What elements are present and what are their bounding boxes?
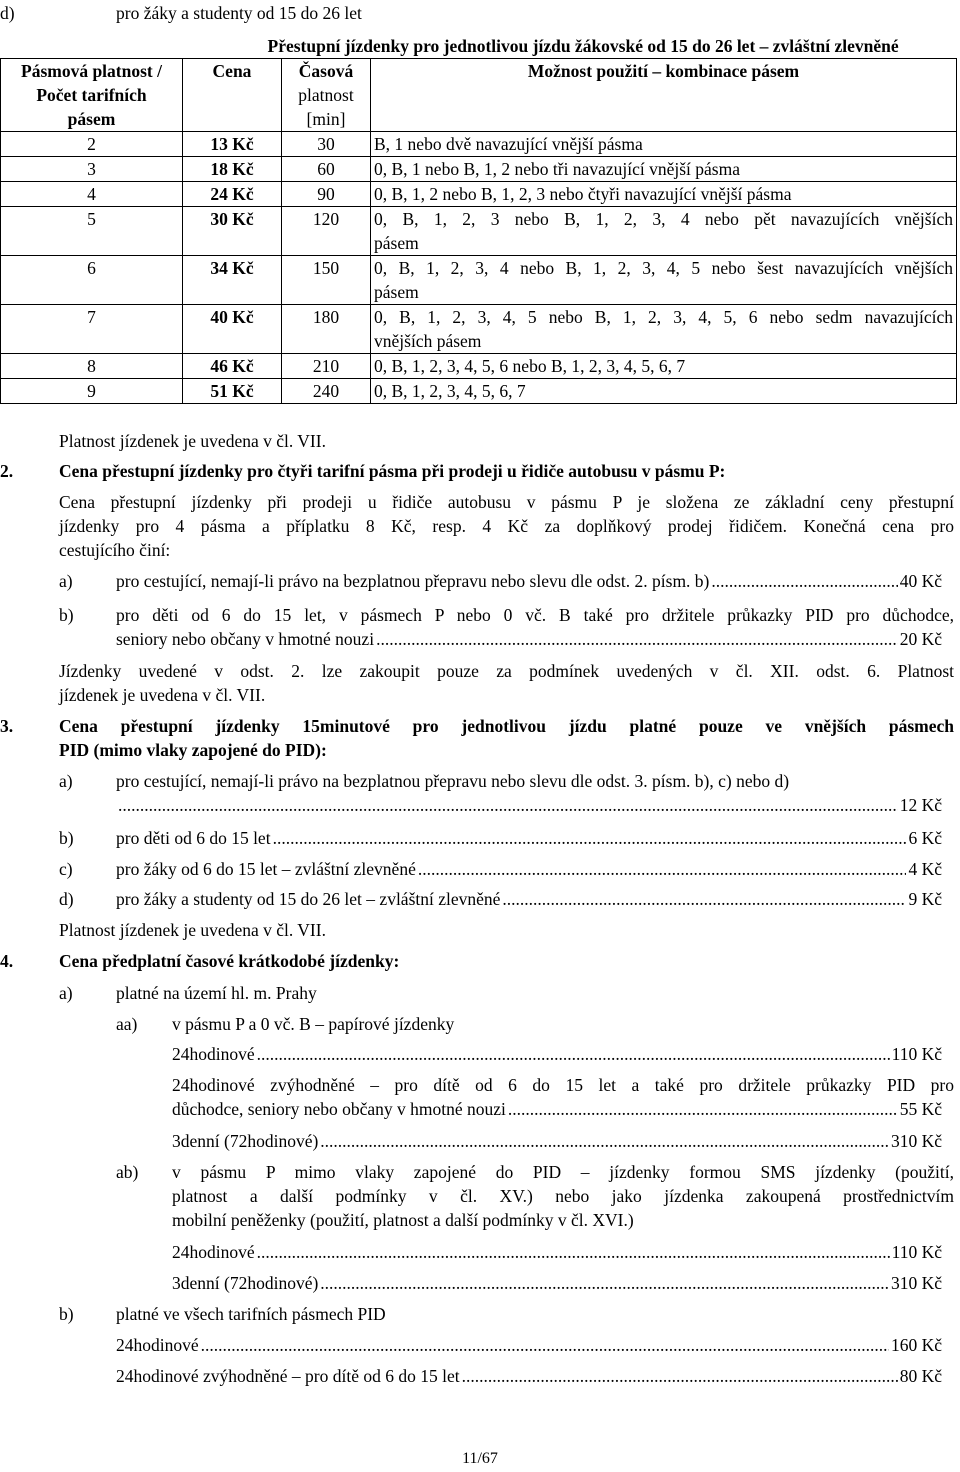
table-row bbox=[1, 379, 957, 404]
cell-price: 46 Kč bbox=[183, 354, 282, 379]
page-number: 11/67 bbox=[462, 1450, 498, 1467]
list-marker: a) bbox=[59, 983, 73, 1003]
list-marker: ab) bbox=[116, 1162, 139, 1182]
cell-minutes: 150 bbox=[282, 256, 371, 305]
cell-minutes: 210 bbox=[282, 354, 371, 379]
paragraph-line: jízdenky pro 4 pásma a příplatku 8 Kč, resp. 4 Kč za doplňkový prodej řidičem. Konečná cena pro bbox=[59, 516, 954, 536]
leader-dots bbox=[418, 858, 907, 880]
list-marker: d) bbox=[59, 889, 74, 909]
table-title-row bbox=[1, 34, 957, 59]
list-marker: b) bbox=[59, 1304, 74, 1324]
list-item-text: platné na území hl. m. Prahy bbox=[116, 983, 317, 1003]
header-validity bbox=[282, 59, 371, 132]
section-heading: PID (mimo vlaky zapojené do PID): bbox=[59, 740, 327, 760]
cell-usage-line: 0, B, 1, 2, 3, 4, 5 nebo B, 1, 2, 3, 4, 5, 6 nebo sedm navazujících bbox=[374, 307, 953, 327]
cell-usage bbox=[371, 256, 957, 305]
paragraph-line: jízdenek je uvedena v čl. VII. bbox=[59, 685, 266, 705]
price-value: 310 Kč bbox=[890, 1131, 942, 1151]
leader-dots bbox=[462, 1365, 898, 1387]
price-row-label: pro žáky od 6 do 15 let – zvláštní zlevněné bbox=[116, 859, 416, 879]
table-note: Platnost jízdenek je uvedena v čl. VII. bbox=[59, 431, 326, 451]
list-marker: a) bbox=[59, 571, 73, 591]
price-row-label: 3denní (72hodinové) bbox=[172, 1273, 319, 1293]
cell-zones: 4 bbox=[1, 182, 183, 207]
header-validity-line: platnost bbox=[298, 85, 354, 105]
price-row-label: 24hodinové bbox=[172, 1044, 255, 1064]
leader-dots bbox=[508, 1098, 898, 1120]
list-item-text: 24hodinové zvýhodněné – pro dítě od 6 do 15 let a také pro držitele průkazky PID pro bbox=[172, 1075, 954, 1095]
list-item-text: pro žáky a studenty od 15 do 26 let bbox=[116, 3, 362, 23]
header-validity-line: Časová bbox=[298, 61, 354, 81]
header-zones-line: Pásmová platnost / bbox=[21, 61, 162, 81]
price-value: 160 Kč bbox=[890, 1335, 942, 1355]
list-marker: b) bbox=[59, 605, 74, 625]
cell-usage-line: 0, B, 1, 2, 3, 4, 5, 6, 7 bbox=[374, 381, 526, 401]
fare-rows bbox=[1, 132, 957, 404]
leader-dots bbox=[320, 1130, 889, 1152]
leader-dots bbox=[257, 1241, 890, 1263]
cell-minutes: 180 bbox=[282, 305, 371, 354]
cell-usage bbox=[371, 132, 957, 157]
price-value: 12 Kč bbox=[899, 795, 942, 815]
price-value: 4 Kč bbox=[908, 859, 942, 879]
cell-minutes: 30 bbox=[282, 132, 371, 157]
paragraph-line: Platnost jízdenek je uvedena v čl. VII. bbox=[59, 920, 326, 940]
table-row bbox=[1, 354, 957, 379]
header-usage-text: Možnost použití – kombinace pásem bbox=[527, 61, 800, 81]
price-row-label: 24hodinové zvýhodněné – pro dítě od 6 do 15 let bbox=[116, 1366, 460, 1386]
cell-usage bbox=[371, 157, 957, 182]
price-value: 9 Kč bbox=[908, 889, 942, 909]
table-row bbox=[1, 157, 957, 182]
list-item-text: pro děti od 6 do 15 let, v pásmech P nebo 0 vč. B také pro držitele průkazky PID pro důchodce, bbox=[116, 605, 954, 625]
price-row bbox=[172, 1098, 942, 1120]
section-number: 3. bbox=[0, 716, 14, 736]
price-row-label: seniory nebo občany v hmotné nouzi bbox=[116, 629, 375, 649]
cell-zones: 7 bbox=[1, 305, 183, 354]
list-marker: a) bbox=[59, 771, 73, 791]
header-zones-line: Počet tarifních bbox=[36, 85, 147, 105]
list-item-text: platnost a další podmínky v čl. XV.) nebo jako jízdenka zakoupená prostřednictvím bbox=[172, 1186, 954, 1206]
list-marker: b) bbox=[59, 828, 74, 848]
cell-minutes: 240 bbox=[282, 379, 371, 404]
cell-usage-line: vnějších pásem bbox=[374, 331, 482, 351]
price-row bbox=[172, 1043, 942, 1065]
table-row bbox=[1, 182, 957, 207]
cell-zones: 8 bbox=[1, 354, 183, 379]
price-row bbox=[116, 628, 942, 650]
price-row bbox=[116, 827, 942, 849]
section-heading: Cena přestupní jízdenky pro čtyři tarifní pásma při prodeji u řidiče autobusu v pásmu P: bbox=[59, 461, 726, 481]
leader-dots bbox=[711, 570, 897, 592]
list-item-text: v pásmu P a 0 vč. B – papírové jízdenky bbox=[172, 1014, 455, 1034]
paragraph-line: Cena přestupní jízdenky při prodeji u řidiče autobusu v pásmu P je složena ze základní ceny přestupní bbox=[59, 492, 954, 512]
header-price-text: Cena bbox=[212, 61, 252, 81]
price-value: 80 Kč bbox=[899, 1366, 942, 1386]
price-row-label: pro žáky a studenty od 15 do 26 let – zvláštní zlevněné bbox=[116, 889, 501, 909]
price-row bbox=[116, 794, 942, 816]
section-number: 2. bbox=[0, 461, 14, 481]
leader-dots bbox=[118, 794, 898, 816]
price-row bbox=[116, 858, 942, 880]
header-zones bbox=[1, 59, 183, 132]
cell-price: 30 Kč bbox=[183, 207, 282, 256]
cell-zones: 9 bbox=[1, 379, 183, 404]
cell-price: 40 Kč bbox=[183, 305, 282, 354]
leader-dots bbox=[502, 888, 906, 910]
list-marker: c) bbox=[59, 859, 73, 879]
cell-price: 24 Kč bbox=[183, 182, 282, 207]
table-header-row bbox=[1, 59, 957, 132]
header-usage bbox=[371, 59, 957, 132]
cell-usage-line: 0, B, 1, 2 nebo B, 1, 2, 3 nebo čtyři navazující vnější pásma bbox=[374, 184, 792, 204]
list-item-text: v pásmu P mimo vlaky zapojené do PID – jízdenky formou SMS jízdenky (použití, bbox=[172, 1162, 954, 1182]
cell-usage bbox=[371, 379, 957, 404]
cell-usage bbox=[371, 207, 957, 256]
cell-zones: 5 bbox=[1, 207, 183, 256]
price-row bbox=[116, 1365, 942, 1387]
cell-usage bbox=[371, 354, 957, 379]
cell-usage-line: 0, B, 1, 2, 3 nebo B, 1, 2, 3, 4 nebo pět navazujících vnějších bbox=[374, 209, 953, 229]
price-row-label: pro děti od 6 do 15 let bbox=[116, 828, 271, 848]
price-row bbox=[116, 1334, 942, 1356]
price-row bbox=[172, 1241, 942, 1263]
list-item-text: mobilní peněženky (použití, platnost a další podmínky v čl. XVI.) bbox=[172, 1210, 634, 1230]
cell-usage bbox=[371, 182, 957, 207]
header-validity-line: [min] bbox=[306, 109, 346, 129]
table-title-text: Přestupní jízdenky pro jednotlivou jízdu žákovské od 15 do 26 let – zvláštní zlevněné bbox=[267, 36, 899, 56]
table-row bbox=[1, 132, 957, 157]
price-value: 110 Kč bbox=[891, 1242, 942, 1262]
cell-minutes: 60 bbox=[282, 157, 371, 182]
price-row-label: 3denní (72hodinové) bbox=[172, 1131, 319, 1151]
list-item-text: platné ve všech tarifních pásmech PID bbox=[116, 1304, 386, 1324]
paragraph-line: cestujícího činí: bbox=[59, 540, 171, 560]
table-title bbox=[183, 34, 957, 59]
section-number: 4. bbox=[0, 951, 14, 971]
list-item-text: pro cestující, nemají-li právo na bezplatnou přepravu nebo slevu dle odst. 3. písm. b), c) nebo d) bbox=[116, 771, 790, 791]
price-row-label: důchodce, seniory nebo občany v hmotné nouzi bbox=[172, 1099, 506, 1119]
price-row-label: 24hodinové bbox=[172, 1242, 255, 1262]
cell-usage-line: 0, B, 1 nebo B, 1, 2 nebo tři navazující vnější pásma bbox=[374, 159, 740, 179]
leader-dots bbox=[273, 827, 907, 849]
leader-dots bbox=[201, 1334, 889, 1356]
cell-usage-line: 0, B, 1, 2, 3, 4 nebo B, 1, 2, 3, 4, 5 nebo šest navazujících vnějších bbox=[374, 258, 953, 278]
section-heading: Cena předplatní časové krátkodobé jízdenky: bbox=[59, 951, 400, 971]
price-row bbox=[116, 570, 942, 592]
cell-zones: 6 bbox=[1, 256, 183, 305]
leader-dots bbox=[376, 628, 898, 650]
header-price bbox=[183, 59, 282, 132]
price-value: 40 Kč bbox=[899, 571, 942, 591]
price-row bbox=[172, 1272, 942, 1294]
cell-usage-line: B, 1 nebo dvě navazující vnější pásma bbox=[374, 134, 643, 154]
paragraph-line: Jízdenky uvedené v odst. 2. lze zakoupit pouze za podmínek uvedených v čl. XII. odst. 6. Platnost bbox=[59, 661, 954, 681]
price-row-label: 24hodinové bbox=[116, 1335, 199, 1355]
cell-usage-line: pásem bbox=[374, 233, 419, 253]
cell-zones: 2 bbox=[1, 132, 183, 157]
list-marker: aa) bbox=[116, 1014, 138, 1034]
leader-dots bbox=[320, 1272, 889, 1294]
cell-price: 13 Kč bbox=[183, 132, 282, 157]
header-zones-line: pásem bbox=[67, 109, 116, 129]
section-heading: Cena přestupní jízdenky 15minutové pro jednotlivou jízdu platné pouze ve vnějších pásmech bbox=[59, 716, 954, 736]
price-value: 110 Kč bbox=[891, 1044, 942, 1064]
price-value: 20 Kč bbox=[899, 629, 942, 649]
fares-table bbox=[0, 34, 957, 404]
cell-usage bbox=[371, 305, 957, 354]
table-row bbox=[1, 305, 957, 354]
leader-dots bbox=[257, 1043, 890, 1065]
cell-usage-line: 0, B, 1, 2, 3, 4, 5, 6 nebo B, 1, 2, 3, 4, 5, 6, 7 bbox=[374, 356, 686, 376]
cell-price: 51 Kč bbox=[183, 379, 282, 404]
price-value: 55 Kč bbox=[899, 1099, 942, 1119]
price-row-label: pro cestující, nemají-li právo na bezplatnou přepravu nebo slevu dle odst. 2. písm. b) bbox=[116, 571, 710, 591]
cell-price: 34 Kč bbox=[183, 256, 282, 305]
price-value: 6 Kč bbox=[908, 828, 942, 848]
table-row bbox=[1, 256, 957, 305]
table-row bbox=[1, 207, 957, 256]
cell-minutes: 90 bbox=[282, 182, 371, 207]
cell-minutes: 120 bbox=[282, 207, 371, 256]
price-value: 310 Kč bbox=[890, 1273, 942, 1293]
list-marker: d) bbox=[0, 3, 15, 23]
cell-usage-line: pásem bbox=[374, 282, 419, 302]
cell-price: 18 Kč bbox=[183, 157, 282, 182]
price-row bbox=[116, 888, 942, 910]
price-row bbox=[172, 1130, 942, 1152]
cell-zones: 3 bbox=[1, 157, 183, 182]
